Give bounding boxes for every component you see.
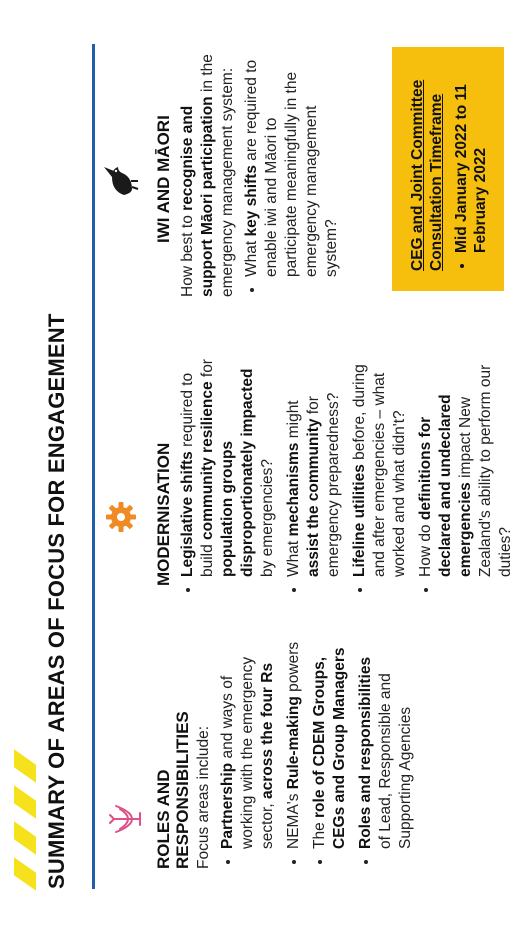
- iwi-heading: IWI AND MĀORI: [154, 115, 173, 243]
- modernisation-body: [178, 353, 517, 597]
- decorative-stripes: [14, 733, 34, 893]
- list-item: • Lifeline utilities before, during and after emergencies – what worked and what didn't?: [350, 353, 410, 577]
- roles-intro: Focus areas include:: [195, 725, 212, 869]
- callout-item: • Mid January 2022 to 11 February 2022: [452, 53, 490, 253]
- tree-symbol-icon: [108, 801, 149, 837]
- iwi-body: [178, 45, 348, 297]
- bird-icon: [102, 161, 145, 201]
- list-item: • NEMA's Rule-making powers: [284, 641, 304, 849]
- list-item: • Legislative shifts required to build community resilience for population groups disproportionately impacted by emergencies?: [178, 353, 278, 577]
- list-item: • What mechanisms might assist the community for emergency preparedness?: [284, 353, 344, 577]
- list-item: • Roles and responsibilities of Lead, Responsible and Supporting Agencies: [356, 641, 416, 849]
- list-item: • What key shifts are required to enable iwi and Māori to participate meaningfully in the emergency management system?: [242, 45, 342, 277]
- list-item: • The role of CDEM Groups, CEGs and Group Managers: [310, 641, 350, 849]
- iwi-intro: How best to recognise and support Māori participation in the emergency management system:: [179, 54, 236, 297]
- list-item: • Partnership and ways of working with the emergency sector, across the four Rs: [218, 641, 278, 849]
- gear-icon: [104, 500, 143, 534]
- list-item: • How do definitions for declared and undeclared emergencies impact New Zealand's ability to perform our duties?: [416, 353, 516, 577]
- modernisation-heading: MODERNISATION: [154, 442, 173, 586]
- title-divider: [92, 44, 95, 889]
- callout-title: CEG and Joint Committee Consultation Timeframe: [409, 79, 445, 271]
- page-title: SUMMARY OF AREAS OF FOCUS FOR ENGAGEMENT: [44, 313, 69, 889]
- roles-heading: ROLES AND RESPONSIBILITIES: [154, 711, 192, 869]
- roles-body: [194, 641, 422, 869]
- consultation-timeframe-callout: [392, 47, 504, 291]
